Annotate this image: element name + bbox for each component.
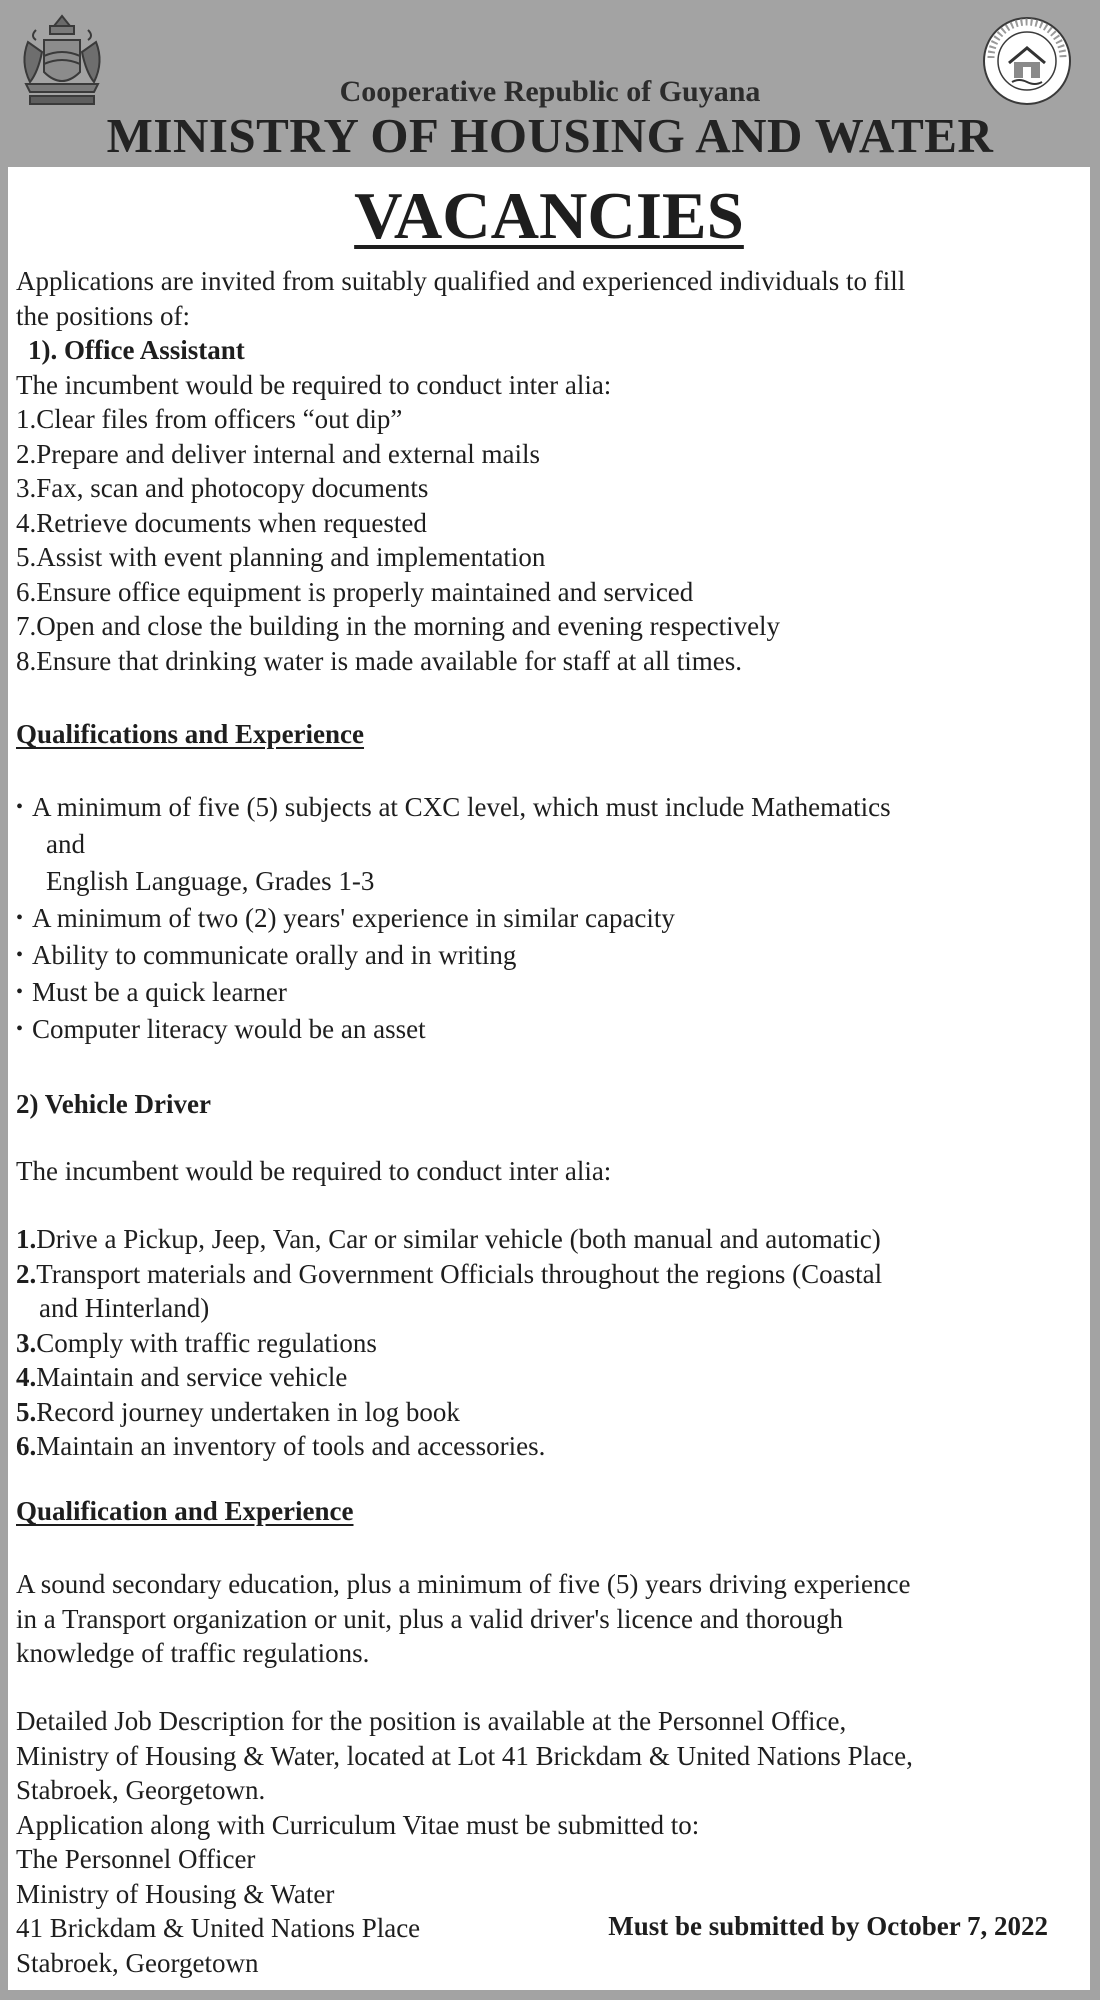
address-line: Ministry of Housing & Water xyxy=(16,1878,335,1909)
driver-duties-list xyxy=(16,1222,1086,1464)
bullet-icon: • xyxy=(16,907,24,929)
position-1-title: 1). Office Assistant xyxy=(28,335,245,365)
bullet-icon: • xyxy=(16,944,24,966)
application-instructions: Detailed Job Description for the position is available at the Personnel Office, Ministry of Housing & Water, located at Lot 41 Brickdam & United Nations Place, Stabroek, Georgetown. Application along with Curriculum Vitae must be submitted to: The Personnel Officer Ministry of Housing & Water 41 Brickdam & United Nations Place Stabroek, Georgetown xyxy=(16,1704,1086,1980)
list-item: 4.Maintain and service vehicle xyxy=(16,1362,348,1392)
vacancies-heading: VACANCIES xyxy=(354,179,744,253)
list-item: 1.Clear files from officers “out dip” xyxy=(16,404,403,434)
list-item: 7.Open and close the building in the morning and evening respectively xyxy=(16,611,781,641)
notice-body xyxy=(8,167,1090,1990)
bullet-icon: • xyxy=(16,981,24,1003)
list-item: • Ability to communicate orally and in writing xyxy=(16,937,1086,974)
bullet-icon: • xyxy=(16,1018,24,1040)
list-item: 3.Fax, scan and photocopy documents xyxy=(16,473,429,503)
position-2-title: 2) Vehicle Driver xyxy=(16,1089,211,1119)
list-item: • Must be a quick learner xyxy=(16,974,1086,1011)
address-line: 41 Brickdam & United Nations Place xyxy=(16,1913,421,1943)
list-item: 6.Ensure office equipment is properly maintained and serviced xyxy=(16,576,694,607)
driver-qualification-heading: Qualification and Experience xyxy=(16,1496,354,1526)
bullet-icon: • xyxy=(16,796,24,818)
list-item: 6.Maintain an inventory of tools and accessories. xyxy=(16,1431,546,1461)
header-banner xyxy=(0,0,1100,162)
driver-qualification-text: A sound secondary education, plus a minimum of five (5) years driving experience in a Transport organization or unit, plus a valid driver's licence and thorough knowledge of traffic regulations. xyxy=(16,1569,911,1668)
list-item: • Computer literacy would be an asset xyxy=(16,1011,1086,1048)
qualifications-heading: Qualifications and Experience xyxy=(16,719,365,749)
qualifications-list xyxy=(16,789,1086,1048)
address-line: Stabroek, Georgetown xyxy=(16,1947,259,1978)
list-item: 1.Drive a Pickup, Jeep, Van, Car or similar vehicle (both manual and automatic) xyxy=(16,1224,881,1254)
list-item: 2.Transport materials and Government Officials throughout the regions (Coastal and Hinterland) xyxy=(16,1258,883,1323)
submission-deadline: Must be submitted by October 7, 2022 xyxy=(608,1911,1048,1941)
position-2-duties-intro: The incumbent would be required to conduct inter alia: xyxy=(16,1156,612,1186)
list-item: 5.Record journey undertaken in log book xyxy=(16,1396,460,1427)
address-line: The Personnel Officer xyxy=(16,1844,256,1874)
list-item: 5.Assist with event planning and implementation xyxy=(16,542,546,572)
list-item: 8.Ensure that drinking water is made available for staff at all times. xyxy=(16,645,743,676)
position-1-duties-intro: The incumbent would be required to conduct inter alia: xyxy=(16,369,612,400)
list-item: • A minimum of two (2) years' experience in similar capacity xyxy=(16,900,1086,937)
list-item: 2.Prepare and deliver internal and external mails xyxy=(16,438,541,469)
ministry-title: MINISTRY OF HOUSING AND WATER xyxy=(106,108,994,163)
list-item: 4.Retrieve documents when requested xyxy=(16,507,427,538)
list-item: 3.Comply with traffic regulations xyxy=(16,1327,377,1358)
country-subtitle: Cooperative Republic of Guyana xyxy=(339,75,761,108)
intro-text: Applications are invited from suitably qualified and experienced individuals to fill the positions of: 1). Office Assistant The incumbent would be required to conduct inter alia: 1.Clear files from officers “out dip” 2.Prepare and deliver internal and external mails 3.Fax, scan and photocopy documents 4.Retrieve documents when requested 5.Assist with event planning and implementation 6.Ensure office equipment is properly maintained and serviced 7.Open and close the building in the morning and evening respectively 8.Ensure that drinking water is made available for staff at all times. xyxy=(16,264,1086,678)
list-item: • A minimum of five (5) subjects at CXC level, which must include Mathematics and English Language, Grades 1-3 xyxy=(16,789,1086,900)
